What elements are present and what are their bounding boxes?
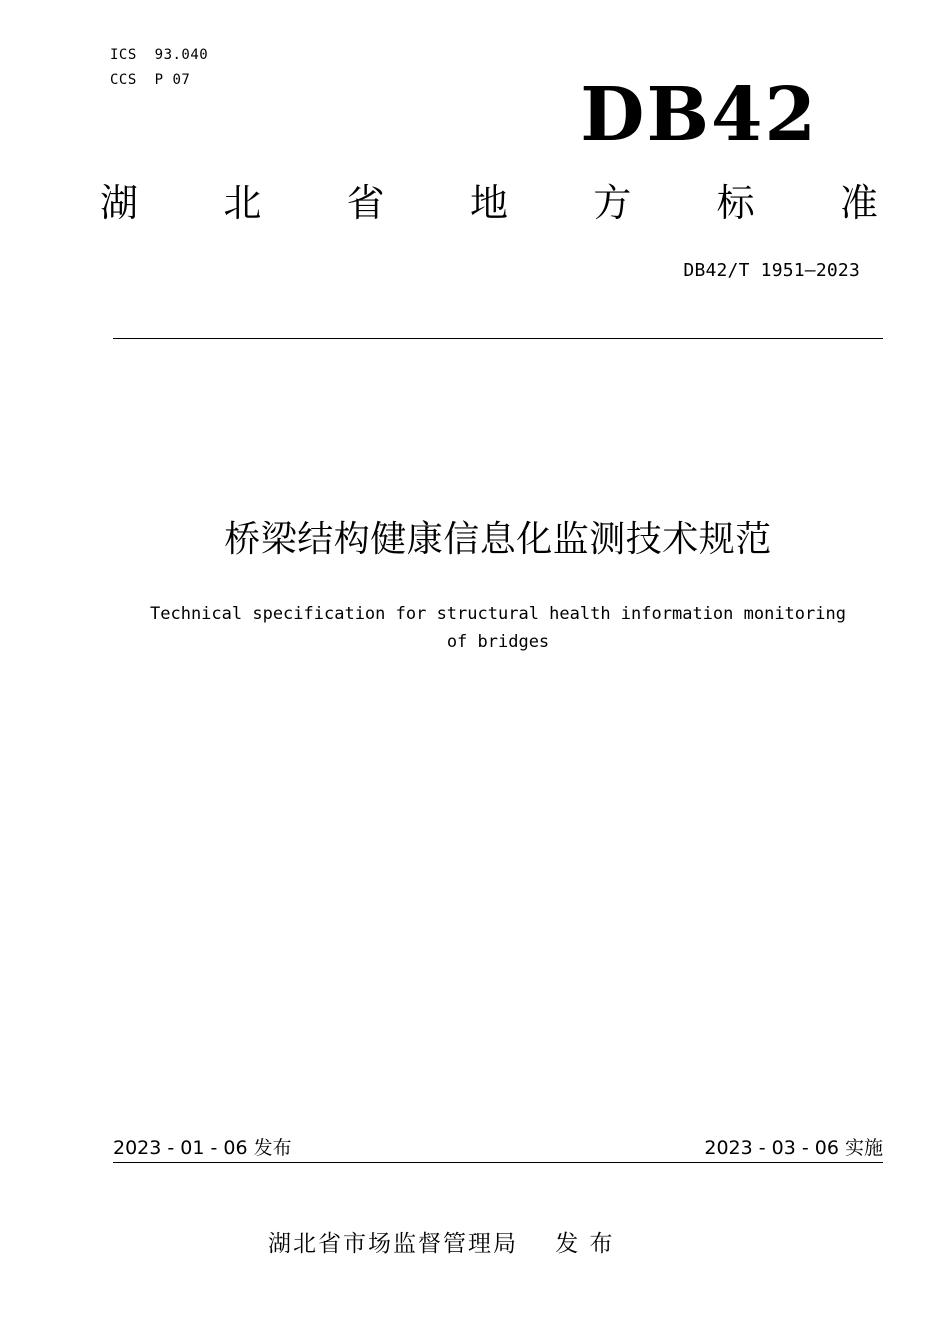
standard-number: DB42/T 1951—2023 [683, 260, 860, 281]
standard-type-char: 湖 [100, 181, 139, 225]
title-chinese: 桥梁结构健康信息化监测技术规范 [224, 519, 772, 560]
effective-date: 2023 - 03 - 06 实施 [704, 1137, 883, 1159]
standard-logo: DB42 [580, 72, 818, 158]
ccs-code: CCS P 07 [110, 72, 191, 88]
top-divider [113, 338, 883, 339]
standard-type-char: 方 [593, 181, 632, 225]
standard-type-char: 地 [469, 181, 508, 225]
standard-type-char: 省 [346, 181, 385, 225]
issue-date: 2023 - 01 - 06 发布 [113, 1137, 292, 1159]
standard-type-char: 北 [223, 181, 262, 225]
bottom-divider [113, 1162, 883, 1163]
title-english: Technical specification for structural health information monitoring of bridges [150, 604, 846, 652]
standard-type-heading [100, 183, 878, 225]
standard-type-char: 准 [839, 181, 878, 225]
issuing-authority: 湖北省市场监督管理局 发 布 [268, 1231, 615, 1257]
standard-type-char: 标 [716, 181, 755, 225]
ics-code: ICS 93.040 [110, 47, 209, 63]
